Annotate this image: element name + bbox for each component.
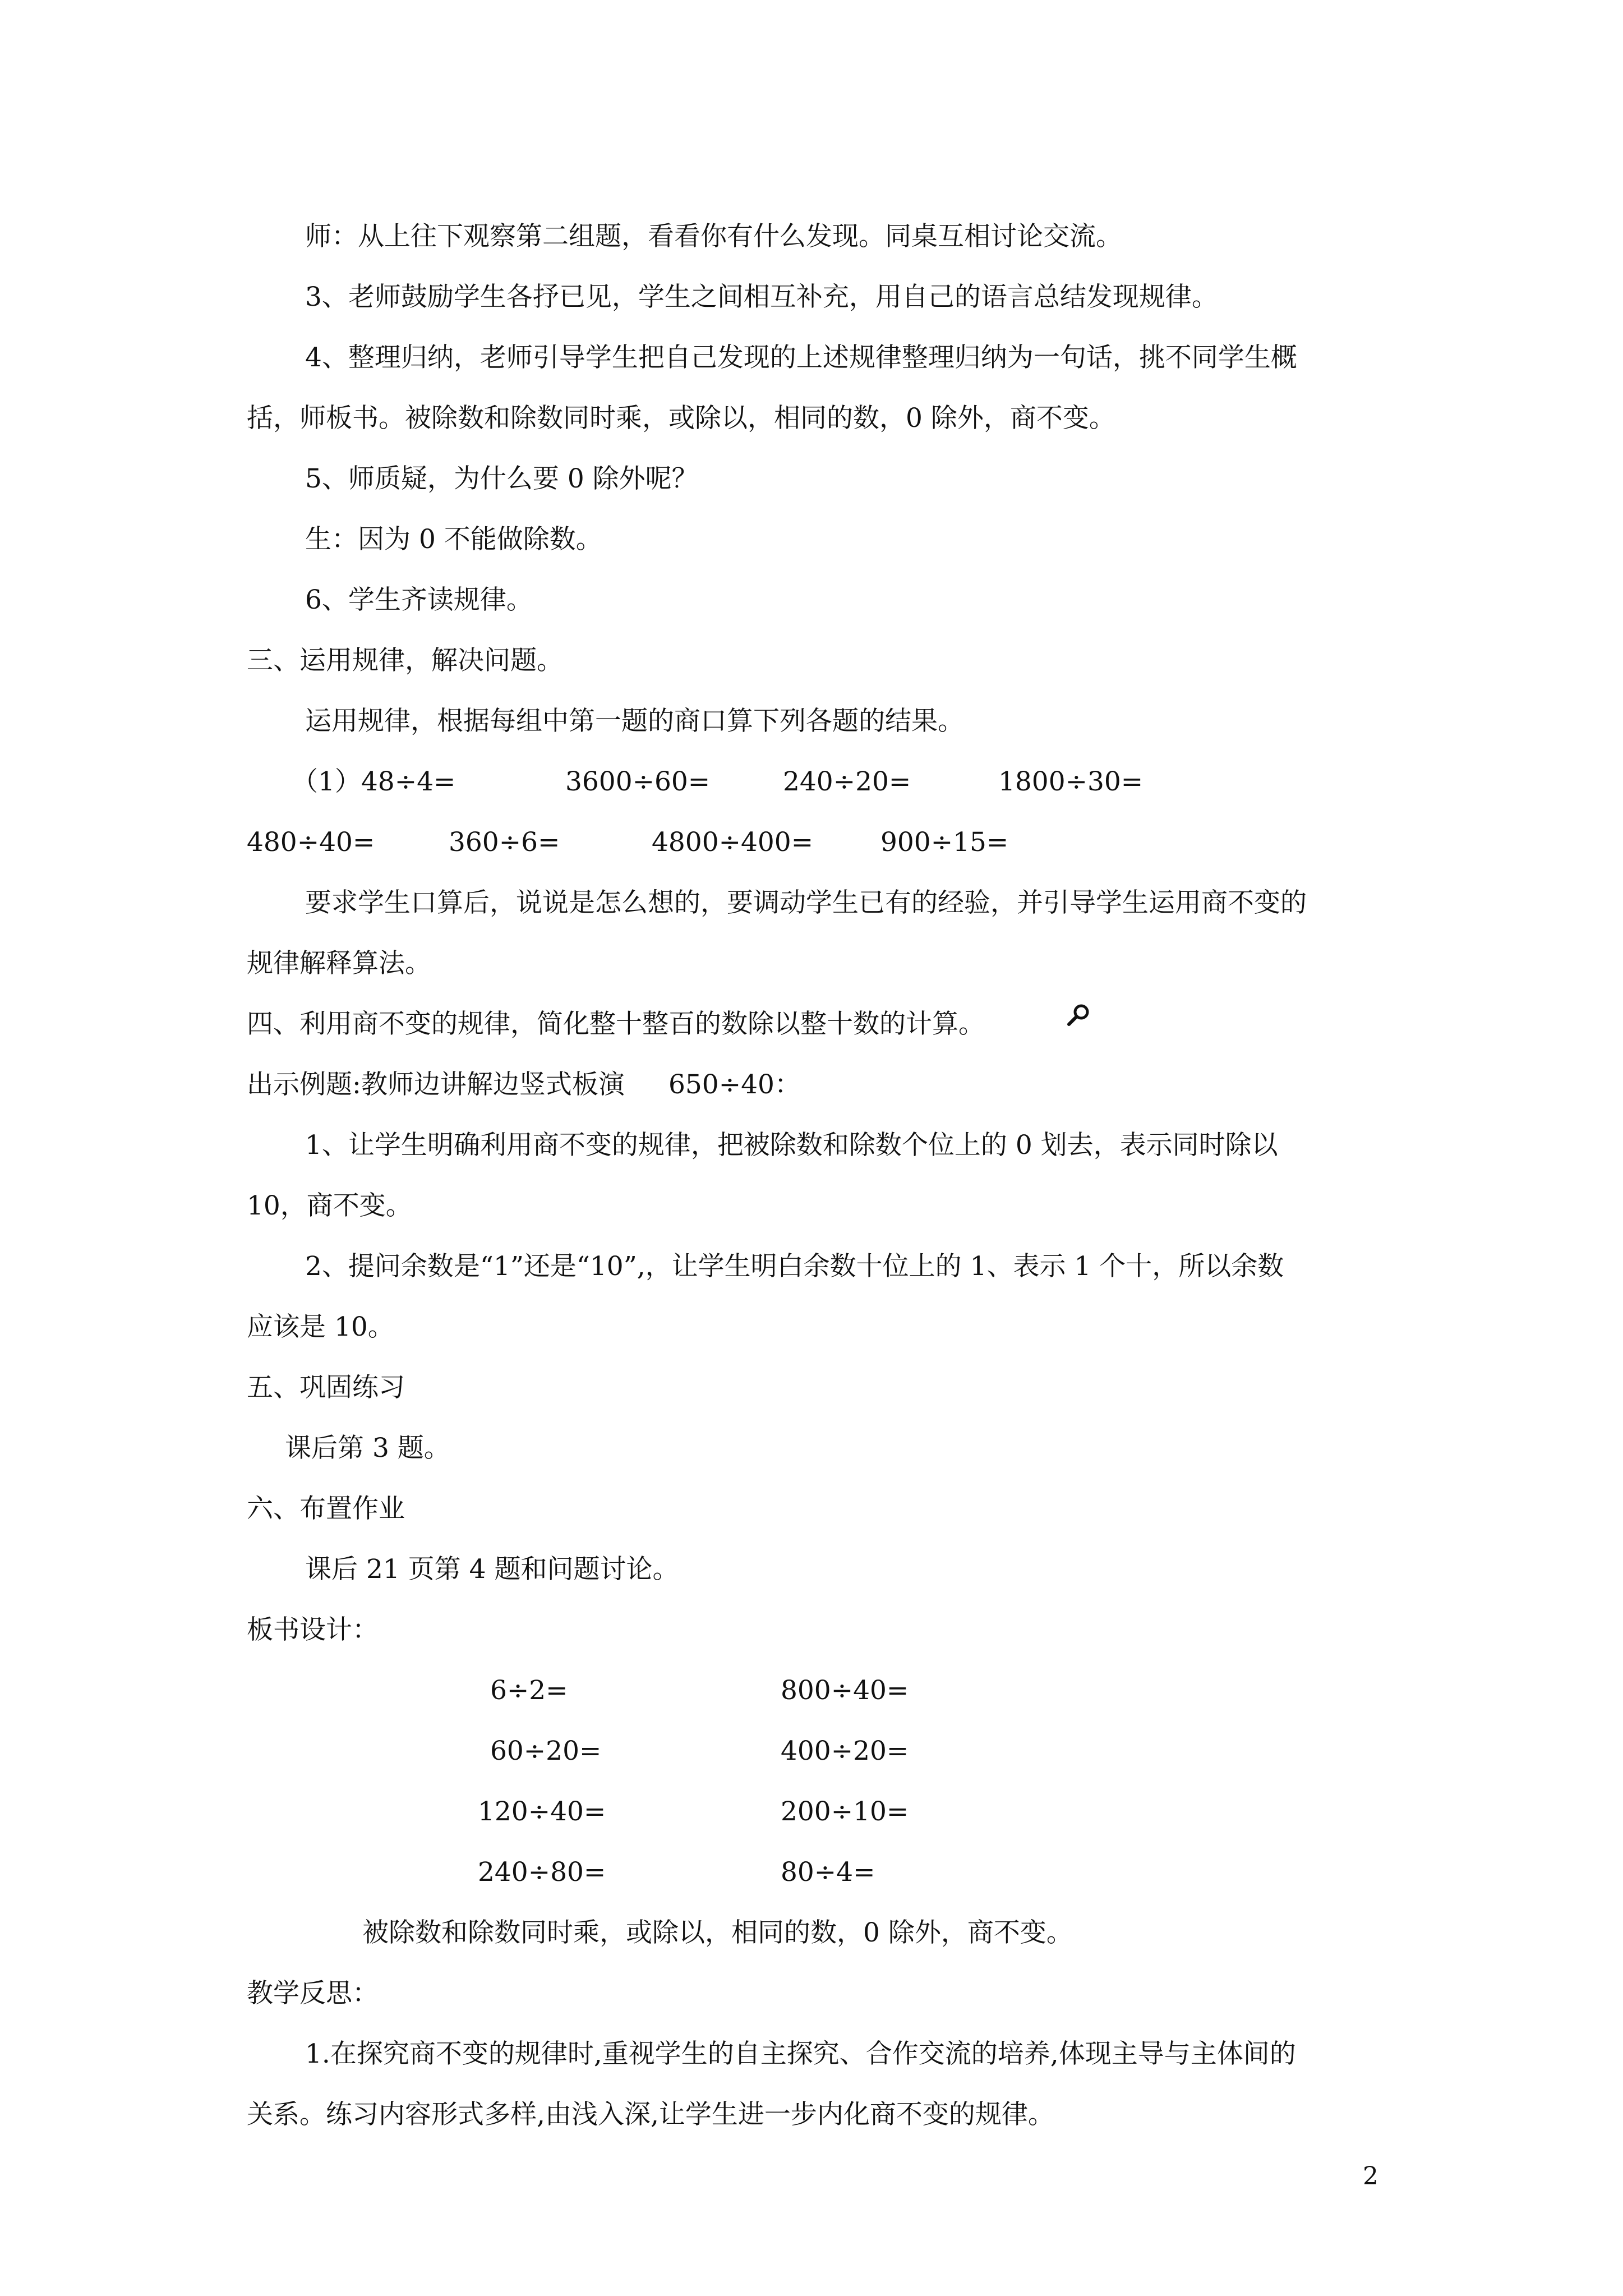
paragraph: 关系。练习内容形式多样,由浅入深,让学生进一步内化商不变的规律。 <box>247 2099 1054 2130</box>
paragraph: 课后第 3 题。 <box>285 1433 450 1464</box>
board-right-item: 200÷10= <box>781 1796 909 1827</box>
paragraph: 要求学生口算后，说说是怎么想的，要调动学生已有的经验，并引导学生运用商不变的 <box>305 887 1307 918</box>
paragraph: 5、师质疑，为什么要 0 除外呢？ <box>305 463 698 494</box>
section-heading: 五、巩固练习 <box>247 1372 405 1403</box>
example-expression: 650÷40： <box>668 1069 801 1100</box>
exercise-item: 1800÷30= <box>998 766 1144 797</box>
exercise-item: 360÷6= <box>449 827 560 858</box>
board-right-item: 400÷20= <box>781 1736 909 1766</box>
paragraph: 板书设计： <box>247 1614 379 1645</box>
paragraph: 应该是 10。 <box>247 1312 394 1342</box>
paragraph: 生：因为 0 不能做除数。 <box>305 524 602 555</box>
section-heading: 六、布置作业 <box>247 1493 405 1524</box>
paragraph: 课后 21 页第 4 题和问题讨论。 <box>305 1554 679 1585</box>
board-right-item: 80÷4= <box>781 1857 875 1888</box>
exercise-item: 3600÷60= <box>565 766 711 797</box>
board-left-item: 240÷80= <box>478 1857 606 1888</box>
paragraph: 规律解释算法。 <box>247 948 431 979</box>
search-icon <box>1066 1002 1091 1028</box>
section-heading: 三、运用规律，解决问题。 <box>247 645 563 676</box>
exercise-item: 4800÷400= <box>652 827 814 858</box>
exercise-item: （1）48÷4= <box>292 766 456 797</box>
board-left-item: 120÷40= <box>478 1796 606 1827</box>
section-heading: 四、利用商不变的规律，简化整十整百的数除以整十数的计算。 <box>247 1009 985 1039</box>
board-left-item: 6÷2= <box>490 1675 568 1706</box>
paragraph: 1.在探究商不变的规律时,重视学生的自主探究、合作交流的培养,体现主导与主体间的 <box>305 2039 1296 2069</box>
paragraph: 运用规律，根据每组中第一题的商口算下列各题的结果。 <box>305 706 964 737</box>
paragraph: 10，商不变。 <box>247 1190 412 1221</box>
exercise-item: 480÷40= <box>247 827 375 858</box>
section-heading: 教学反思： <box>247 1978 379 2009</box>
board-left-item: 60÷20= <box>490 1736 602 1766</box>
paragraph: 师：从上往下观察第二组题，看看你有什么发现。同桌互相讨论交流。 <box>305 221 1122 252</box>
exercise-item: 900÷15= <box>880 827 1009 858</box>
paragraph: 1、让学生明确利用商不变的规律，把被除数和除数个位上的 0 划去，表示同时除以 <box>305 1130 1278 1161</box>
paragraph: 6、学生齐读规律。 <box>305 585 533 615</box>
paragraph: 4、整理归纳，老师引导学生把自己发现的上述规律整理归纳为一句话，挑不同学生概 <box>305 342 1297 373</box>
paragraph: 出示例题:教师边讲解边竖式板演 <box>247 1069 625 1100</box>
paragraph: 括，师板书。被除数和除数同时乘，或除以，相同的数，0 除外，商不变。 <box>247 403 1115 434</box>
paragraph: 3、老师鼓励学生各抒已见，学生之间相互补充，用自己的语言总结发现规律。 <box>305 282 1218 312</box>
rule-statement: 被除数和除数同时乘，或除以，相同的数，0 除外，商不变。 <box>362 1917 1073 1948</box>
paragraph: 2、提问余数是“1”还是“10”,，让学生明白余数十位上的 1、表示 1 个十，所以余数 <box>305 1251 1284 1282</box>
board-right-item: 800÷40= <box>781 1675 909 1706</box>
exercise-item: 240÷20= <box>783 766 911 797</box>
page-number: 2 <box>1363 2162 1378 2191</box>
